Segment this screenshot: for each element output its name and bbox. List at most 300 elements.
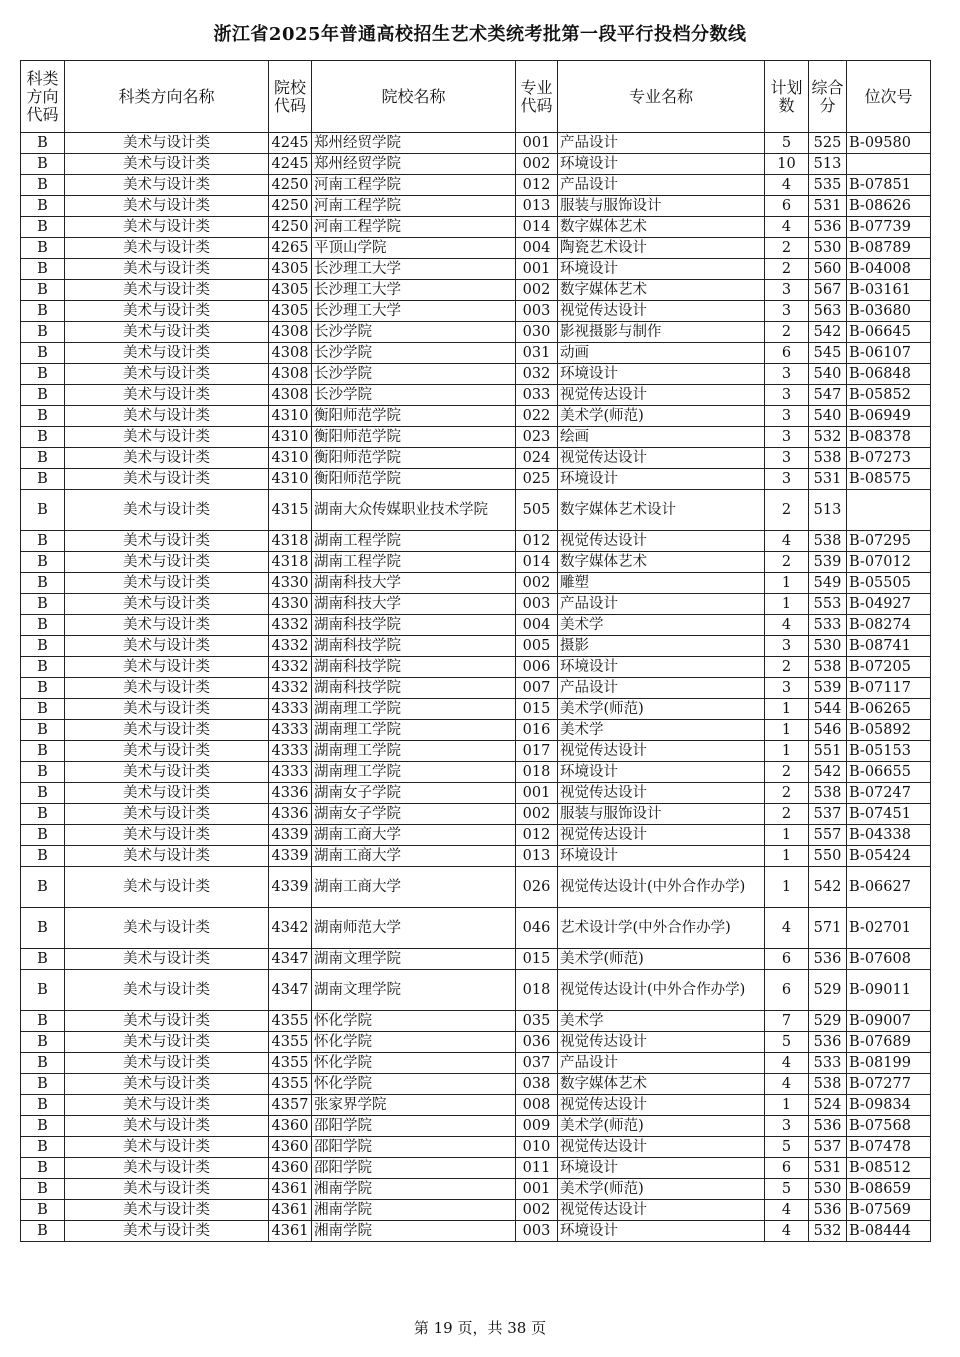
- plan-count-cell: 4: [765, 531, 809, 552]
- rank-cell: B-08199: [847, 1053, 931, 1074]
- major-name-cell: 动画: [558, 343, 765, 364]
- major-code-cell: 001: [516, 1179, 558, 1200]
- school-name-cell: 湖南工程学院: [312, 552, 516, 573]
- major-name-cell: 陶瓷艺术设计: [558, 238, 765, 259]
- major-code-cell: 002: [516, 280, 558, 301]
- table-row: [21, 678, 931, 699]
- category-name-cell: 美术与设计类: [65, 1200, 269, 1221]
- plan-count-cell: 2: [765, 322, 809, 343]
- category-code-cell: B: [21, 908, 65, 949]
- category-code-cell: B: [21, 259, 65, 280]
- school-name-cell: 湖南工商大学: [312, 825, 516, 846]
- category-name-cell: 美术与设计类: [65, 154, 269, 175]
- category-code-cell: B: [21, 301, 65, 322]
- category-name-cell: 美术与设计类: [65, 594, 269, 615]
- plan-count-cell: 3: [765, 469, 809, 490]
- category-code-cell: B: [21, 804, 65, 825]
- plan-count-cell: 3: [765, 1116, 809, 1137]
- table-row: [21, 1053, 931, 1074]
- school-name-cell: 怀化学院: [312, 1032, 516, 1053]
- category-name-cell: 美术与设计类: [65, 1137, 269, 1158]
- table-row: [21, 531, 931, 552]
- school-name-cell: 怀化学院: [312, 1053, 516, 1074]
- plan-count-cell: 3: [765, 385, 809, 406]
- rank-cell: B-07273: [847, 448, 931, 469]
- major-name-cell: 产品设计: [558, 133, 765, 154]
- category-name-cell: 美术与设计类: [65, 1158, 269, 1179]
- table-row: [21, 301, 931, 322]
- major-code-cell: 002: [516, 573, 558, 594]
- category-name-cell: 美术与设计类: [65, 720, 269, 741]
- school-code-cell: 4310: [269, 469, 312, 490]
- major-name-cell: 美术学: [558, 720, 765, 741]
- school-code-cell: 4330: [269, 573, 312, 594]
- school-name-cell: 湖南女子学院: [312, 783, 516, 804]
- school-name-cell: 湘南学院: [312, 1200, 516, 1221]
- major-code-cell: 009: [516, 1116, 558, 1137]
- table-row: [21, 259, 931, 280]
- major-name-cell: 美术学: [558, 615, 765, 636]
- major-code-cell: 001: [516, 259, 558, 280]
- school-name-cell: 湖南理工学院: [312, 741, 516, 762]
- school-code-cell: 4308: [269, 343, 312, 364]
- table-header: [21, 61, 931, 133]
- school-name-cell: 湖南大众传媒职业技术学院: [312, 490, 516, 531]
- score-cell: 531: [809, 469, 847, 490]
- major-name-cell: 视觉传达设计(中外合作办学): [558, 867, 765, 908]
- school-code-cell: 4347: [269, 949, 312, 970]
- rank-cell: B-07608: [847, 949, 931, 970]
- table-row: [21, 867, 931, 908]
- table-row: [21, 846, 931, 867]
- col-header-school-name: 院校名称: [312, 61, 516, 133]
- rank-cell: B-07478: [847, 1137, 931, 1158]
- rank-cell: B-08659: [847, 1179, 931, 1200]
- school-code-cell: 4318: [269, 552, 312, 573]
- plan-count-cell: 1: [765, 573, 809, 594]
- table-row: [21, 1221, 931, 1242]
- rank-cell: B-07451: [847, 804, 931, 825]
- category-name-cell: 美术与设计类: [65, 301, 269, 322]
- table-row: [21, 1116, 931, 1137]
- plan-count-cell: 6: [765, 949, 809, 970]
- school-code-cell: 4360: [269, 1137, 312, 1158]
- score-cell: 550: [809, 846, 847, 867]
- major-code-cell: 002: [516, 1200, 558, 1221]
- category-name-cell: 美术与设计类: [65, 1074, 269, 1095]
- rank-cell: B-09007: [847, 1011, 931, 1032]
- major-code-cell: 002: [516, 154, 558, 175]
- school-name-cell: 邵阳学院: [312, 1116, 516, 1137]
- table-row: [21, 217, 931, 238]
- score-cell: 539: [809, 678, 847, 699]
- school-name-cell: 湖南女子学院: [312, 804, 516, 825]
- score-cell: 542: [809, 322, 847, 343]
- category-code-cell: B: [21, 949, 65, 970]
- plan-count-cell: 2: [765, 490, 809, 531]
- school-name-cell: 长沙理工大学: [312, 259, 516, 280]
- major-code-cell: 035: [516, 1011, 558, 1032]
- major-code-cell: 026: [516, 867, 558, 908]
- rank-cell: B-09834: [847, 1095, 931, 1116]
- school-code-cell: 4355: [269, 1074, 312, 1095]
- table-row: [21, 804, 931, 825]
- major-name-cell: 视觉传达设计(中外合作办学): [558, 970, 765, 1011]
- school-name-cell: 长沙学院: [312, 364, 516, 385]
- major-name-cell: 艺术设计学(中外合作办学): [558, 908, 765, 949]
- category-code-cell: B: [21, 1200, 65, 1221]
- major-code-cell: 022: [516, 406, 558, 427]
- category-code-cell: B: [21, 825, 65, 846]
- major-code-cell: 038: [516, 1074, 558, 1095]
- category-code-cell: B: [21, 364, 65, 385]
- major-name-cell: 美术学(师范): [558, 699, 765, 720]
- school-name-cell: 河南工程学院: [312, 175, 516, 196]
- school-code-cell: 4357: [269, 1095, 312, 1116]
- plan-count-cell: 4: [765, 908, 809, 949]
- score-cell: 530: [809, 1179, 847, 1200]
- category-code-cell: B: [21, 615, 65, 636]
- category-code-cell: B: [21, 1221, 65, 1242]
- plan-count-cell: 3: [765, 406, 809, 427]
- school-name-cell: 湖南文理学院: [312, 970, 516, 1011]
- plan-count-cell: 5: [765, 1179, 809, 1200]
- major-name-cell: 摄影: [558, 636, 765, 657]
- school-name-cell: 湖南师范大学: [312, 908, 516, 949]
- major-name-cell: 视觉传达设计: [558, 531, 765, 552]
- col-header-plan-count: 计划数: [765, 61, 809, 133]
- table-row: [21, 908, 931, 949]
- major-code-cell: 003: [516, 594, 558, 615]
- rank-cell: B-07851: [847, 175, 931, 196]
- category-name-cell: 美术与设计类: [65, 259, 269, 280]
- table-row: [21, 280, 931, 301]
- score-cell: 538: [809, 783, 847, 804]
- category-code-cell: B: [21, 531, 65, 552]
- plan-count-cell: 3: [765, 427, 809, 448]
- category-code-cell: B: [21, 385, 65, 406]
- school-code-cell: 4332: [269, 636, 312, 657]
- major-name-cell: 美术学(师范): [558, 1116, 765, 1137]
- table-row: [21, 1179, 931, 1200]
- plan-count-cell: 6: [765, 343, 809, 364]
- table-row: [21, 1137, 931, 1158]
- school-name-cell: 郑州经贸学院: [312, 133, 516, 154]
- score-cell: 549: [809, 573, 847, 594]
- category-name-cell: 美术与设计类: [65, 615, 269, 636]
- school-code-cell: 4332: [269, 615, 312, 636]
- col-header-score: 综合分: [809, 61, 847, 133]
- school-code-cell: 4360: [269, 1116, 312, 1137]
- major-name-cell: 视觉传达设计: [558, 783, 765, 804]
- category-code-cell: B: [21, 322, 65, 343]
- major-code-cell: 046: [516, 908, 558, 949]
- category-name-cell: 美术与设计类: [65, 1221, 269, 1242]
- score-cell: 551: [809, 741, 847, 762]
- col-header-major-name: 专业名称: [558, 61, 765, 133]
- school-code-cell: 4360: [269, 1158, 312, 1179]
- major-code-cell: 033: [516, 385, 558, 406]
- school-name-cell: 湖南科技大学: [312, 573, 516, 594]
- category-name-cell: 美术与设计类: [65, 552, 269, 573]
- major-name-cell: 环境设计: [558, 259, 765, 280]
- school-name-cell: 怀化学院: [312, 1074, 516, 1095]
- major-code-cell: 004: [516, 615, 558, 636]
- plan-count-cell: 3: [765, 448, 809, 469]
- rank-cell: B-06265: [847, 699, 931, 720]
- category-name-cell: 美术与设计类: [65, 1116, 269, 1137]
- table-row: [21, 175, 931, 196]
- score-cell: 533: [809, 1053, 847, 1074]
- rank-cell: B-06107: [847, 343, 931, 364]
- score-cell: 538: [809, 448, 847, 469]
- score-cell: 529: [809, 1011, 847, 1032]
- plan-count-cell: 3: [765, 636, 809, 657]
- major-code-cell: 014: [516, 552, 558, 573]
- rank-cell: B-04008: [847, 259, 931, 280]
- school-name-cell: 邵阳学院: [312, 1137, 516, 1158]
- score-cell: 567: [809, 280, 847, 301]
- rank-cell: B-08789: [847, 238, 931, 259]
- category-code-cell: B: [21, 1116, 65, 1137]
- school-code-cell: 4308: [269, 385, 312, 406]
- category-name-cell: 美术与设计类: [65, 1095, 269, 1116]
- category-name-cell: 美术与设计类: [65, 573, 269, 594]
- major-code-cell: 505: [516, 490, 558, 531]
- major-code-cell: 004: [516, 238, 558, 259]
- school-code-cell: 4318: [269, 531, 312, 552]
- rank-cell: B-04338: [847, 825, 931, 846]
- category-code-cell: B: [21, 1011, 65, 1032]
- major-code-cell: 010: [516, 1137, 558, 1158]
- school-name-cell: 河南工程学院: [312, 196, 516, 217]
- category-code-cell: B: [21, 1032, 65, 1053]
- school-name-cell: 衡阳师范学院: [312, 448, 516, 469]
- major-code-cell: 037: [516, 1053, 558, 1074]
- category-name-cell: 美术与设计类: [65, 846, 269, 867]
- school-code-cell: 4310: [269, 406, 312, 427]
- category-name-cell: 美术与设计类: [65, 636, 269, 657]
- table-row: [21, 573, 931, 594]
- category-code-cell: B: [21, 636, 65, 657]
- school-code-cell: 4332: [269, 657, 312, 678]
- rank-cell: B-05505: [847, 573, 931, 594]
- table-row: [21, 970, 931, 1011]
- rank-cell: B-07012: [847, 552, 931, 573]
- plan-count-cell: 7: [765, 1011, 809, 1032]
- school-code-cell: 4250: [269, 196, 312, 217]
- table-row: [21, 636, 931, 657]
- table-row: [21, 406, 931, 427]
- category-name-cell: 美术与设计类: [65, 427, 269, 448]
- school-name-cell: 怀化学院: [312, 1011, 516, 1032]
- category-name-cell: 美术与设计类: [65, 678, 269, 699]
- rank-cell: B-02701: [847, 908, 931, 949]
- table-row: [21, 657, 931, 678]
- plan-count-cell: 1: [765, 825, 809, 846]
- major-name-cell: 美术学(师范): [558, 949, 765, 970]
- school-code-cell: 4308: [269, 322, 312, 343]
- col-header-rank: 位次号: [847, 61, 931, 133]
- major-name-cell: 视觉传达设计: [558, 448, 765, 469]
- category-name-cell: 美术与设计类: [65, 175, 269, 196]
- school-code-cell: 4336: [269, 783, 312, 804]
- table-row: [21, 741, 931, 762]
- score-cell: 544: [809, 699, 847, 720]
- major-code-cell: 008: [516, 1095, 558, 1116]
- score-cell: 547: [809, 385, 847, 406]
- rank-cell: B-04927: [847, 594, 931, 615]
- plan-count-cell: 1: [765, 720, 809, 741]
- school-name-cell: 湖南工商大学: [312, 846, 516, 867]
- school-code-cell: 4250: [269, 217, 312, 238]
- rank-cell: B-06848: [847, 364, 931, 385]
- school-code-cell: 4305: [269, 259, 312, 280]
- school-name-cell: 湖南理工学院: [312, 699, 516, 720]
- category-code-cell: B: [21, 1137, 65, 1158]
- category-code-cell: B: [21, 133, 65, 154]
- major-code-cell: 011: [516, 1158, 558, 1179]
- school-code-cell: 4355: [269, 1053, 312, 1074]
- score-cell: 537: [809, 1137, 847, 1158]
- table-row: [21, 469, 931, 490]
- plan-count-cell: 4: [765, 1074, 809, 1095]
- rank-cell: B-09580: [847, 133, 931, 154]
- major-code-cell: 018: [516, 762, 558, 783]
- table-row: [21, 1158, 931, 1179]
- school-name-cell: 河南工程学院: [312, 217, 516, 238]
- table-row: [21, 1032, 931, 1053]
- category-code-cell: B: [21, 238, 65, 259]
- category-code-cell: B: [21, 1179, 65, 1200]
- major-name-cell: 环境设计: [558, 846, 765, 867]
- table-row: [21, 322, 931, 343]
- category-name-cell: 美术与设计类: [65, 469, 269, 490]
- rank-cell: B-07568: [847, 1116, 931, 1137]
- rank-cell: B-07739: [847, 217, 931, 238]
- school-code-cell: 4315: [269, 490, 312, 531]
- major-name-cell: 视觉传达设计: [558, 825, 765, 846]
- major-code-cell: 005: [516, 636, 558, 657]
- category-name-cell: 美术与设计类: [65, 1053, 269, 1074]
- category-name-cell: 美术与设计类: [65, 908, 269, 949]
- major-name-cell: 雕塑: [558, 573, 765, 594]
- score-cell: 532: [809, 427, 847, 448]
- school-name-cell: 衡阳师范学院: [312, 469, 516, 490]
- category-name-cell: 美术与设计类: [65, 783, 269, 804]
- rank-cell: B-03680: [847, 301, 931, 322]
- category-name-cell: 美术与设计类: [65, 238, 269, 259]
- table-row: [21, 949, 931, 970]
- category-name-cell: 美术与设计类: [65, 741, 269, 762]
- score-cell: 540: [809, 364, 847, 385]
- school-code-cell: 4333: [269, 741, 312, 762]
- rank-cell: B-07247: [847, 783, 931, 804]
- score-cell: 530: [809, 238, 847, 259]
- table-row: [21, 1074, 931, 1095]
- category-name-cell: 美术与设计类: [65, 825, 269, 846]
- school-code-cell: 4330: [269, 594, 312, 615]
- plan-count-cell: 1: [765, 1095, 809, 1116]
- rank-cell: B-08444: [847, 1221, 931, 1242]
- school-code-cell: 4265: [269, 238, 312, 259]
- school-name-cell: 湖南工程学院: [312, 531, 516, 552]
- school-name-cell: 湘南学院: [312, 1179, 516, 1200]
- score-cell: 542: [809, 762, 847, 783]
- rank-cell: [847, 490, 931, 531]
- rank-cell: B-08378: [847, 427, 931, 448]
- plan-count-cell: 2: [765, 657, 809, 678]
- plan-count-cell: 5: [765, 133, 809, 154]
- category-name-cell: 美术与设计类: [65, 1032, 269, 1053]
- category-name-cell: 美术与设计类: [65, 867, 269, 908]
- plan-count-cell: 2: [765, 259, 809, 280]
- rank-cell: B-08274: [847, 615, 931, 636]
- table-row: [21, 783, 931, 804]
- school-name-cell: 平顶山学院: [312, 238, 516, 259]
- category-code-cell: B: [21, 175, 65, 196]
- category-code-cell: B: [21, 594, 65, 615]
- score-cell: 553: [809, 594, 847, 615]
- table-row: [21, 385, 931, 406]
- table-row: [21, 615, 931, 636]
- category-name-cell: 美术与设计类: [65, 280, 269, 301]
- category-code-cell: B: [21, 196, 65, 217]
- col-header-category-code: 科类方向代码: [21, 61, 65, 133]
- category-code-cell: B: [21, 1053, 65, 1074]
- plan-count-cell: 2: [765, 552, 809, 573]
- category-name-cell: 美术与设计类: [65, 804, 269, 825]
- major-name-cell: 视觉传达设计: [558, 301, 765, 322]
- rank-cell: B-06655: [847, 762, 931, 783]
- score-cell: 536: [809, 217, 847, 238]
- school-code-cell: 4355: [269, 1011, 312, 1032]
- score-cell: 571: [809, 908, 847, 949]
- school-code-cell: 4342: [269, 908, 312, 949]
- category-name-cell: 美术与设计类: [65, 657, 269, 678]
- plan-count-cell: 5: [765, 1137, 809, 1158]
- school-code-cell: 4361: [269, 1179, 312, 1200]
- category-code-cell: B: [21, 657, 65, 678]
- major-code-cell: 018: [516, 970, 558, 1011]
- category-code-cell: B: [21, 490, 65, 531]
- major-code-cell: 024: [516, 448, 558, 469]
- rank-cell: B-06645: [847, 322, 931, 343]
- rank-cell: B-07205: [847, 657, 931, 678]
- table-row: [21, 364, 931, 385]
- score-cell: 531: [809, 196, 847, 217]
- score-cell: 538: [809, 657, 847, 678]
- score-cell: 557: [809, 825, 847, 846]
- category-code-cell: B: [21, 762, 65, 783]
- school-code-cell: 4339: [269, 825, 312, 846]
- plan-count-cell: 2: [765, 804, 809, 825]
- rank-cell: B-08626: [847, 196, 931, 217]
- plan-count-cell: 6: [765, 970, 809, 1011]
- score-cell: 525: [809, 133, 847, 154]
- table-row: [21, 825, 931, 846]
- school-name-cell: 张家界学院: [312, 1095, 516, 1116]
- rank-cell: B-08512: [847, 1158, 931, 1179]
- major-code-cell: 017: [516, 741, 558, 762]
- major-code-cell: 006: [516, 657, 558, 678]
- rank-cell: B-05892: [847, 720, 931, 741]
- category-name-cell: 美术与设计类: [65, 531, 269, 552]
- score-cell: 539: [809, 552, 847, 573]
- category-name-cell: 美术与设计类: [65, 699, 269, 720]
- school-name-cell: 湖南理工学院: [312, 762, 516, 783]
- major-name-cell: 视觉传达设计: [558, 1095, 765, 1116]
